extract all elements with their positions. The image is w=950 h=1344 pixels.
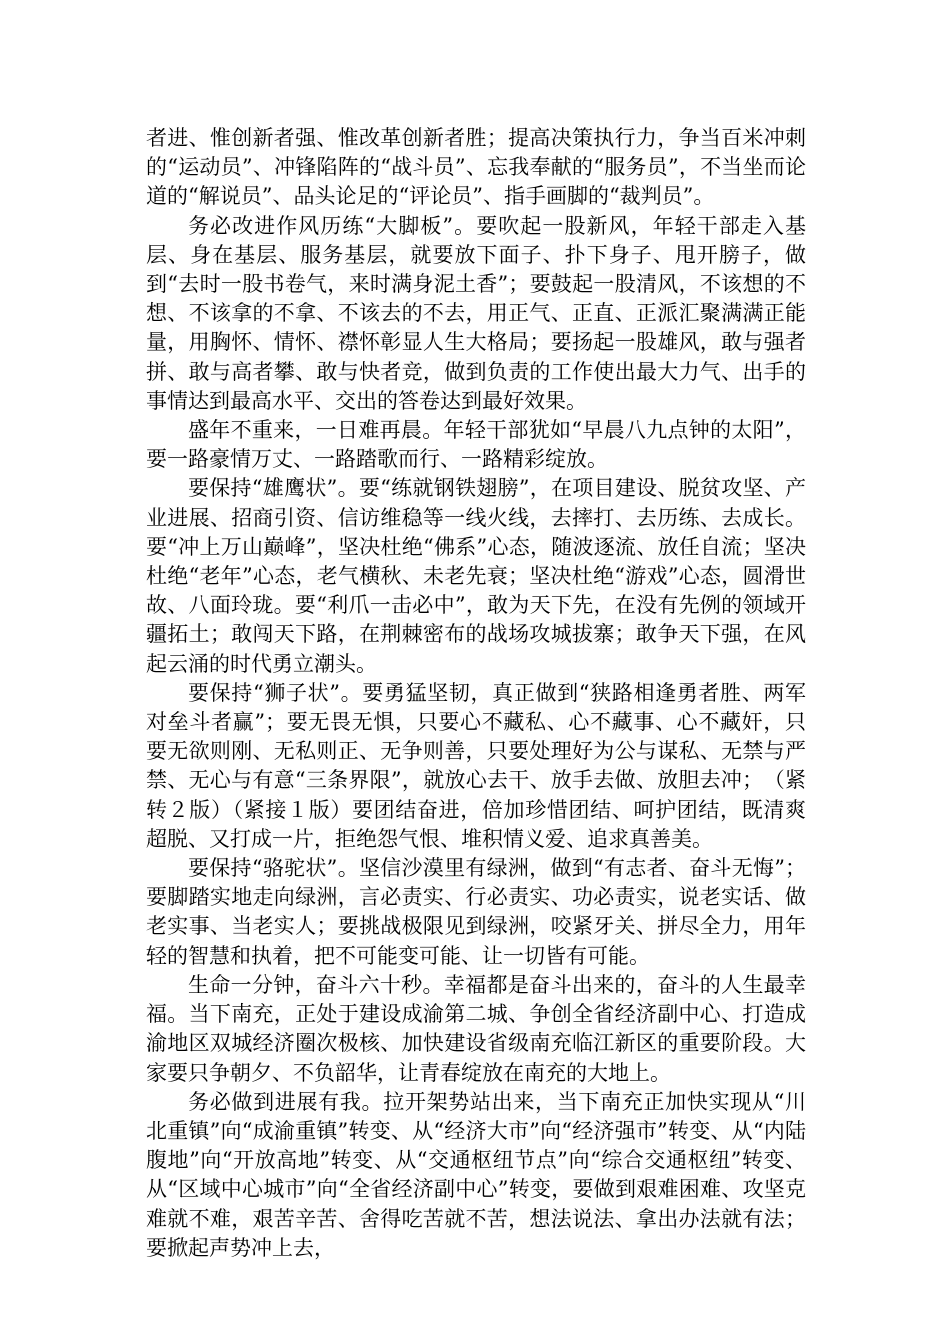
document-body bbox=[146, 124, 806, 1263]
paragraph-8: 务必做到进展有我。拉开架势站出来，当下南充正加快实现从“川北重镇”向“成渝重镇”转变、从“经济大市”向“经济强市”转变、从“内陆腹地”向“开放高地”转变、从“交通枢纽节点”向“综合交通枢纽”转变、从“区域中心城市”向“全省经济副中心”转变，要做到艰难困难、攻坚克难就不难，艰苦辛苦、舍得吃苦就不苦，想法说法、拿出办法就有法；要掀起声势冲上去， bbox=[146, 1089, 806, 1260]
paragraph-2: 务必改进作风历练“大脚板”。要吹起一股新风，年轻干部走入基层、身在基层、服务基层，就要放下面子、扑下身子、甩开膀子，做到“去时一股书卷气，来时满身泥土香”；要鼓起一股清风，不该想的不想、不该拿的不拿、不该去的不去，用正气、正直、正派汇聚满满正能量，用胸怀、情怀、襟怀彰显人生大格局；要扬起一股雄风，敢与强者拼、敢与高者攀、敢与快者竞，做到负责的工作使出最大力气、出手的事情达到最高水平、交出的答卷达到最好效果。 bbox=[146, 213, 806, 413]
paragraph-5: 要保持“狮子状”。要勇猛坚韧，真正做到“狭路相逢勇者胜、两军对垒斗者赢”；要无畏无惧，只要心不藏私、心不藏事、心不藏奸，只要无欲则刚、无私则正、无争则善，只要处理好为公与谋私、无禁与严禁、无心与有意“三条界限”，就放心去干、放手去做、放胆去冲； （紧转２版）（紧接１版）要团结奋进，倍加珍惜团结、呵护团结，既清爽超脱、又打成一片，拒绝怨气恨、堆积情义爱、追求真善美。 bbox=[146, 680, 806, 851]
paragraph-3: 盛年不重来，一日难再晨。年轻干部犹如“早晨八九点钟的太阳”，要一路豪情万丈、一路踏歌而行、一路精彩绽放。 bbox=[146, 418, 806, 472]
paragraph-4: 要保持“雄鹰状”。要“练就钢铁翅膀”，在项目建设、脱贫攻坚、产业进展、招商引资、信访维稳等一线火线，去摔打、去历练、去成长。要“冲上万山巅峰”，坚决杜绝“佛系”心态，随波逐流、放任自流；坚决杜绝“老年”心态，老气横秋、未老先衰；坚决杜绝“游戏”心态，圆滑世故、八面玲珑。要“利爪一击必中”，敢为天下先，在没有先例的领域开疆拓土；敢闯天下路，在荆棘密布的战场攻城拔寨；敢争天下强，在风起云涌的时代勇立潮头。 bbox=[146, 476, 806, 676]
paragraph-7: 生命一分钟，奋斗六十秒。幸福都是奋斗出来的，奋斗的人生最幸福。当下南充，正处于建设成渝第二城、争创全省经济副中心、打造成渝地区双城经济圈次极核、加快建设省级南充临江新区的重要阶段。大家要只争朝夕、不负韶华，让青春绽放在南充的大地上。 bbox=[146, 972, 806, 1085]
paragraph-1: 者进、惟创新者强、惟改革创新者胜；提高决策执行力，争当百米冲刺的“运动员”、冲锋陷阵的“战斗员”、忘我奉献的“服务员”，不当坐而论道的“解说员”、品头论足的“评论员”、指手画脚的“裁判员”。 bbox=[146, 126, 806, 209]
paragraph-6: 要保持“骆驼状”。坚信沙漠里有绿洲，做到“有志者、奋斗无悔”；要脚踏实地走向绿洲，言必责实、行必责实、功必责实，说老实话、做老实事、当老实人；要挑战极限见到绿洲，咬紧牙关、拼尽全力，用年轻的智慧和执着，把不可能变可能、让一切皆有可能。 bbox=[146, 856, 806, 968]
